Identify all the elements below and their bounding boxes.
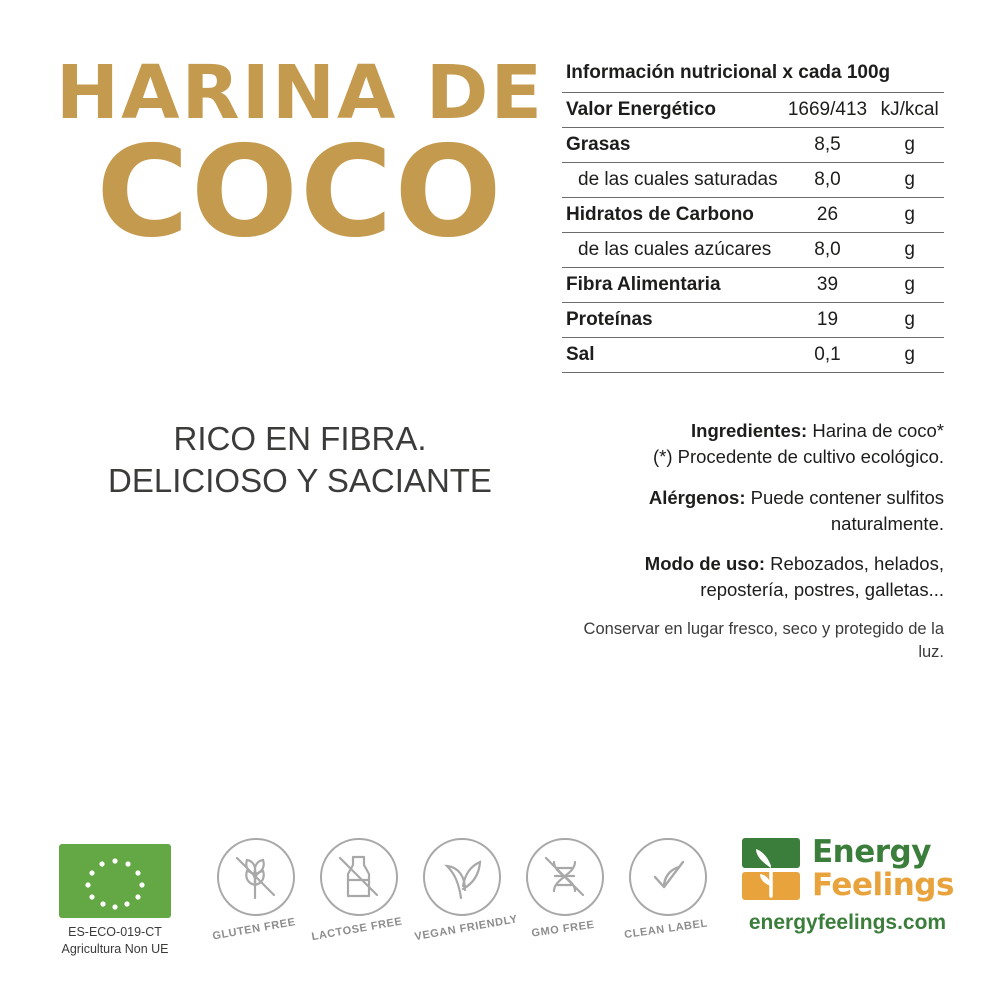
table-row: [562, 303, 944, 338]
table-row: [562, 163, 944, 198]
badge-gmo-free: [519, 838, 611, 940]
nutrition-panel: [562, 62, 944, 373]
nutrition-unit: g: [904, 204, 915, 225]
badge-clean-label: [622, 838, 714, 942]
badge-lactose-free-label: LACTOSE FREE: [310, 915, 404, 944]
nutrition-label: Fibra Alimentaria: [566, 274, 721, 295]
table-row: [562, 128, 944, 163]
usage-label: Modo de uso:: [644, 553, 766, 575]
claim-line-1: RICO EN FIBRA.: [173, 420, 427, 457]
nutrition-value: 19: [816, 309, 839, 330]
product-title-line-1: HARINA DE: [55, 50, 545, 136]
eu-organic-code: [55, 924, 175, 958]
page-title: [55, 50, 545, 266]
nutrition-value: 0,1: [814, 344, 841, 365]
ingredients-paragraph: [562, 418, 944, 471]
allergens-text: Puede contener sulfitos naturalmente.: [745, 486, 944, 534]
storage-text: Conservar en lugar fresco, seco y protegido de la luz.: [583, 619, 944, 662]
table-row: [562, 338, 944, 373]
product-info: [562, 418, 944, 678]
eu-organic-badge: [55, 844, 175, 958]
leaves-icon: [423, 838, 501, 916]
nutrition-unit: g: [904, 344, 915, 365]
milk-bottle-crossed-icon: [320, 838, 398, 916]
claim-line-2: DELICIOSO Y SACIANTE: [108, 462, 492, 500]
table-row: [562, 233, 944, 268]
allergens-paragraph: [562, 485, 944, 538]
nutrition-label: Hidratos de Carbono: [566, 204, 754, 225]
nutrition-label: Valor Energético: [566, 99, 716, 120]
badge-vegan-friendly-label: VEGAN FRIENDLY: [413, 913, 519, 944]
nutrition-label: Proteínas: [566, 309, 653, 330]
nutrition-value: 8,5: [814, 134, 841, 155]
eu-code-text: ES-ECO-019-CT: [68, 925, 162, 939]
table-row: [562, 268, 944, 303]
nutrition-unit: g: [904, 274, 915, 295]
certification-badges: [55, 838, 755, 958]
nutrition-value: 26: [816, 204, 839, 225]
usage-text: Rebozados, helados, repostería, postres, galletas...: [700, 553, 944, 601]
nutrition-label: de las cuales azúcares: [578, 239, 772, 260]
badge-gmo-free-label: GMO FREE: [530, 918, 596, 940]
eu-organic-leaf-icon: [59, 844, 171, 918]
badge-gluten-free: [210, 838, 302, 943]
nutrition-value: 8,0: [814, 239, 841, 260]
table-row: [562, 198, 944, 233]
eu-origin-text: Agricultura Non UE: [61, 941, 169, 956]
badge-gluten-free-label: GLUTEN FREE: [211, 916, 297, 943]
nutrition-heading: Información nutricional x cada 100g: [566, 62, 891, 83]
badge-clean-label-label: CLEAN LABEL: [623, 917, 709, 942]
nutrition-unit: g: [904, 309, 915, 330]
badge-lactose-free: [310, 838, 405, 944]
nutrition-label: Grasas: [566, 134, 631, 155]
table-row: [562, 93, 944, 128]
energy-feelings-mark-icon: [740, 836, 802, 902]
nutrition-value: 8,0: [814, 169, 841, 190]
ingredients-note: (*) Procedente de cultivo ecológico.: [652, 446, 944, 468]
nutrition-label: de las cuales saturadas: [578, 169, 778, 190]
usage-paragraph: [562, 551, 944, 604]
ingredients-text: Harina de coco*: [807, 420, 944, 441]
nutrition-unit: g: [904, 239, 915, 260]
nutrition-unit: g: [904, 169, 915, 190]
brand-name-energy: Energy: [812, 834, 931, 870]
badge-vegan-friendly: [413, 838, 519, 944]
wheat-crossed-icon: [217, 838, 295, 916]
brand-name-feelings: Feelings: [812, 867, 954, 903]
product-title-line-2: COCO: [96, 118, 504, 266]
ingredients-label: Ingredientes:: [691, 420, 808, 441]
nutrition-label: Sal: [566, 344, 595, 365]
brand-logo[interactable]: [740, 836, 955, 935]
nutrition-table: [562, 92, 944, 373]
allergens-label: Alérgenos:: [648, 486, 746, 508]
dna-crossed-icon: [526, 838, 604, 916]
brand-website[interactable]: energyfeelings.com: [748, 911, 947, 934]
nutrition-value: 39: [816, 274, 839, 295]
nutrition-unit: g: [904, 134, 915, 155]
nutrition-unit: kJ/kcal: [880, 99, 939, 120]
product-claim: [60, 418, 540, 502]
nutrition-value: 1669/413: [787, 99, 868, 120]
leaf-check-icon: [629, 838, 707, 916]
